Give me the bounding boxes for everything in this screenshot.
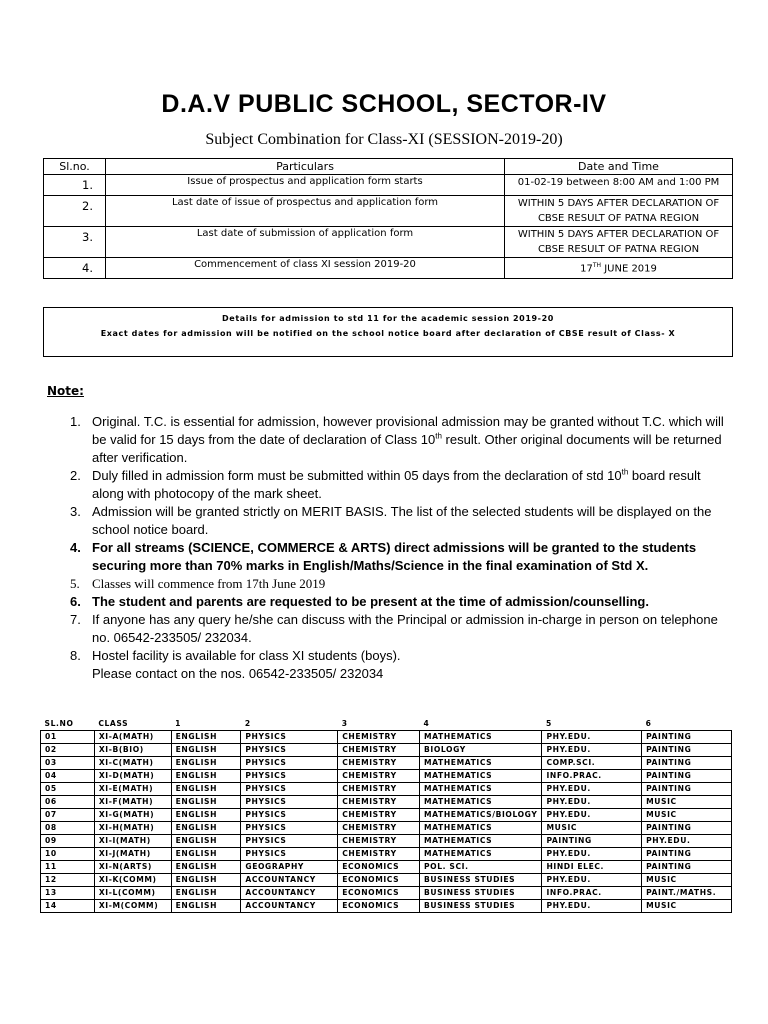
table-row	[41, 835, 732, 848]
table-cell: ACCOUNTANCY	[241, 887, 338, 900]
table-cell: MATHEMATICS	[420, 731, 542, 744]
table-cell: PHYSICS	[241, 848, 338, 861]
column-header: CLASS	[94, 715, 171, 731]
table-row	[41, 900, 732, 913]
table-row	[41, 796, 732, 809]
notes-list	[65, 413, 730, 683]
note-item: 6. The student and parents are requested to be present at the time of admission/counselling.	[70, 594, 649, 609]
column-header: SL.NO	[41, 715, 95, 731]
table-cell: 10	[41, 848, 95, 861]
school-title: D.A.V PUBLIC SCHOOL, SECTOR-IV	[161, 90, 607, 118]
table-cell: PAINTING	[642, 770, 732, 783]
table-row	[44, 258, 733, 279]
table-cell: XI-J(MATH)	[94, 848, 171, 861]
table-cell: ECONOMICS	[338, 874, 420, 887]
admission-details-box	[43, 307, 733, 357]
table-cell: MUSIC	[542, 822, 642, 835]
note-item: 1. Original. T.C. is essential for admission, however provisional admission may be granted without T.C. which will be valid for 15 days from the date of declaration of Class 10th result. Other original documents will be returned after verification.	[70, 414, 724, 465]
note-item: 4. For all streams (SCIENCE, COMMERCE & ARTS) direct admissions will be granted to the students securing more than 70% marks in English/Maths/Science in the final examination of Std X.	[70, 540, 697, 573]
table-row	[41, 848, 732, 861]
table-cell: 03	[41, 757, 95, 770]
table-cell: MATHEMATICS	[420, 757, 542, 770]
table-cell: 04	[41, 770, 95, 783]
table-cell: MATHEMATICS	[420, 822, 542, 835]
row-particulars: Issue of prospectus and application form starts	[106, 175, 505, 196]
note-item: 3. Admission will be granted strictly on MERIT BASIS. The list of the selected students will be displayed on the school notice board.	[70, 504, 712, 537]
table-cell: PHY.EDU.	[642, 835, 732, 848]
table-cell: ENGLISH	[171, 770, 241, 783]
table-header-row	[44, 159, 733, 175]
table-cell: 12	[41, 874, 95, 887]
table-cell: PHY.EDU.	[542, 900, 642, 913]
table-row	[44, 227, 733, 258]
table-cell: ENGLISH	[171, 835, 241, 848]
table-cell: ENGLISH	[171, 822, 241, 835]
table-cell: XI-D(MATH)	[94, 770, 171, 783]
column-header: 2	[241, 715, 338, 731]
combo-body	[41, 715, 732, 913]
row-date: 01-02-19 between 8:00 AM and 1:00 PM	[505, 175, 733, 196]
table-row	[41, 822, 732, 835]
table-cell: MATHEMATICS	[420, 796, 542, 809]
table-cell: ENGLISH	[171, 809, 241, 822]
table-cell: BUSINESS STUDIES	[420, 874, 542, 887]
table-row	[41, 861, 732, 874]
row-number: 1.	[44, 175, 106, 196]
table-cell: PHY.EDU.	[542, 796, 642, 809]
table-cell: PAINTING	[642, 731, 732, 744]
table-cell: PAINT./MATHS.	[642, 887, 732, 900]
table-cell: PAINTING	[542, 835, 642, 848]
table-cell: PHYSICS	[241, 783, 338, 796]
column-header: Sl.no.	[44, 159, 106, 175]
table-cell: 02	[41, 744, 95, 757]
table-cell: 13	[41, 887, 95, 900]
table-cell: PHYSICS	[241, 770, 338, 783]
table-cell: ENGLISH	[171, 744, 241, 757]
table-cell: PHY.EDU.	[542, 783, 642, 796]
table-cell: POL. SCI.	[420, 861, 542, 874]
table-cell: CHEMISTRY	[338, 783, 420, 796]
note-item: 8. Hostel facility is available for class XI students (boys). Please contact on the nos. 06542-233505/ 232034	[70, 648, 401, 681]
table-cell: XI-E(MATH)	[94, 783, 171, 796]
table-row	[44, 175, 733, 196]
table-cell: MATHEMATICS/BIOLOGY	[420, 809, 542, 822]
table-cell: INFO.PRAC.	[542, 770, 642, 783]
table-cell: PHYSICS	[241, 796, 338, 809]
table-cell: MUSIC	[642, 809, 732, 822]
table-cell: MATHEMATICS	[420, 783, 542, 796]
table-cell: PHYSICS	[241, 731, 338, 744]
table-cell: ENGLISH	[171, 887, 241, 900]
table-cell: CHEMISTRY	[338, 822, 420, 835]
details-line-1: Details for admission to std 11 for the academic session 2019-20	[222, 314, 554, 323]
table-cell: PAINTING	[642, 861, 732, 874]
table-cell: PAINTING	[642, 848, 732, 861]
table-cell: PAINTING	[642, 822, 732, 835]
table-cell: XI-G(MATH)	[94, 809, 171, 822]
table-cell: CHEMISTRY	[338, 770, 420, 783]
row-particulars: Last date of submission of application form	[106, 227, 505, 258]
table-cell: CHEMISTRY	[338, 848, 420, 861]
table-cell: ECONOMICS	[338, 861, 420, 874]
table-cell: CHEMISTRY	[338, 835, 420, 848]
table-cell: XI-F(MATH)	[94, 796, 171, 809]
table-cell: XI-A(MATH)	[94, 731, 171, 744]
table-row	[41, 783, 732, 796]
table-cell: MATHEMATICS	[420, 835, 542, 848]
table-cell: INFO.PRAC.	[542, 887, 642, 900]
table-cell: PHYSICS	[241, 835, 338, 848]
table-row	[41, 770, 732, 783]
table-cell: 08	[41, 822, 95, 835]
table-row	[44, 196, 733, 227]
table-cell: PHY.EDU.	[542, 809, 642, 822]
table-row	[41, 757, 732, 770]
table-cell: PHY.EDU.	[542, 874, 642, 887]
column-header: 1	[171, 715, 241, 731]
table-cell: HINDI ELEC.	[542, 861, 642, 874]
row-date: WITHIN 5 DAYS AFTER DECLARATION OF CBSE RESULT OF PATNA REGION	[505, 196, 733, 227]
table-row	[41, 809, 732, 822]
table-cell: BUSINESS STUDIES	[420, 900, 542, 913]
subject-combination-table	[40, 715, 732, 913]
table-cell: ACCOUNTANCY	[241, 900, 338, 913]
table-cell: PHYSICS	[241, 757, 338, 770]
table-cell: PAINTING	[642, 757, 732, 770]
row-particulars: Commencement of class XI session 2019-20	[106, 258, 505, 279]
notes-heading: Note:	[47, 384, 84, 398]
table-cell: MUSIC	[642, 900, 732, 913]
table-cell: MATHEMATICS	[420, 848, 542, 861]
table-cell: PHYSICS	[241, 744, 338, 757]
table-cell: CHEMISTRY	[338, 809, 420, 822]
table-cell: 11	[41, 861, 95, 874]
row-particulars: Last date of issue of prospectus and application form	[106, 196, 505, 227]
table-cell: 05	[41, 783, 95, 796]
row-number: 3.	[44, 227, 106, 258]
table-cell: PHYSICS	[241, 809, 338, 822]
table-cell: MATHEMATICS	[420, 770, 542, 783]
table-cell: ENGLISH	[171, 848, 241, 861]
table-cell: XI-I(MATH)	[94, 835, 171, 848]
note-item: 5. Classes will commence from 17th June 2019	[70, 576, 326, 591]
table-cell: PAINTING	[642, 744, 732, 757]
table-cell: XI-C(MATH)	[94, 757, 171, 770]
table-cell: 09	[41, 835, 95, 848]
table-cell: XI-L(COMM)	[94, 887, 171, 900]
table-cell: ENGLISH	[171, 731, 241, 744]
column-header: Particulars	[106, 159, 505, 175]
table-cell: PHY.EDU.	[542, 744, 642, 757]
row-date: 17TH JUNE 2019	[505, 258, 733, 279]
table-cell: PHY.EDU.	[542, 848, 642, 861]
table-cell: XI-H(MATH)	[94, 822, 171, 835]
column-header: 4	[420, 715, 542, 731]
table-cell: ENGLISH	[171, 796, 241, 809]
table-cell: ENGLISH	[171, 757, 241, 770]
table-cell: GEOGRAPHY	[241, 861, 338, 874]
row-number: 4.	[44, 258, 106, 279]
table-cell: BUSINESS STUDIES	[420, 887, 542, 900]
table-cell: PHY.EDU.	[542, 731, 642, 744]
table-cell: 14	[41, 900, 95, 913]
admission-schedule-table	[43, 158, 733, 279]
page-subtitle: Subject Combination for Class-XI (SESSION-2019-20)	[205, 131, 563, 148]
table-cell: 06	[41, 796, 95, 809]
table-header-row	[41, 715, 732, 731]
table-cell: ENGLISH	[171, 783, 241, 796]
table-cell: XI-N(ARTS)	[94, 861, 171, 874]
table-row	[41, 887, 732, 900]
note-item: 2. Duly filled in admission form must be submitted within 05 days from the declaration of std 10th board result along with photocopy of the mark sheet.	[70, 467, 701, 501]
table-row	[41, 744, 732, 757]
column-header: 5	[542, 715, 642, 731]
table-row	[41, 731, 732, 744]
table-cell: ECONOMICS	[338, 887, 420, 900]
table-cell: CHEMISTRY	[338, 731, 420, 744]
column-header: 6	[642, 715, 732, 731]
table-cell: 07	[41, 809, 95, 822]
table-cell: CHEMISTRY	[338, 757, 420, 770]
table-cell: MUSIC	[642, 874, 732, 887]
table-cell: XI-K(COMM)	[94, 874, 171, 887]
column-header: 3	[338, 715, 420, 731]
table-cell: ACCOUNTANCY	[241, 874, 338, 887]
table-cell: MUSIC	[642, 796, 732, 809]
table-cell: COMP.SCI.	[542, 757, 642, 770]
table-cell: CHEMISTRY	[338, 796, 420, 809]
table-cell: ENGLISH	[171, 900, 241, 913]
column-header: Date and Time	[505, 159, 733, 175]
table-cell: CHEMISTRY	[338, 744, 420, 757]
table-cell: BIOLOGY	[420, 744, 542, 757]
table-cell: ENGLISH	[171, 861, 241, 874]
details-line-2: Exact dates for admission will be notified on the school notice board after declaration of CBSE result of Class- X	[100, 329, 676, 338]
table-cell: PAINTING	[642, 783, 732, 796]
table-cell: XI-M(COMM)	[94, 900, 171, 913]
note-item: 7. If anyone has any query he/she can discuss with the Principal or admission in-charge in person on telephone no. 06542-233505/ 232034.	[70, 612, 718, 645]
table-cell: XI-B(BIO)	[94, 744, 171, 757]
table-cell: 01	[41, 731, 95, 744]
table-cell: ENGLISH	[171, 874, 241, 887]
table-cell: PHYSICS	[241, 822, 338, 835]
table-cell: ECONOMICS	[338, 900, 420, 913]
row-number: 2.	[44, 196, 106, 227]
table-row	[41, 874, 732, 887]
row-date: WITHIN 5 DAYS AFTER DECLARATION OF CBSE RESULT OF PATNA REGION	[505, 227, 733, 258]
